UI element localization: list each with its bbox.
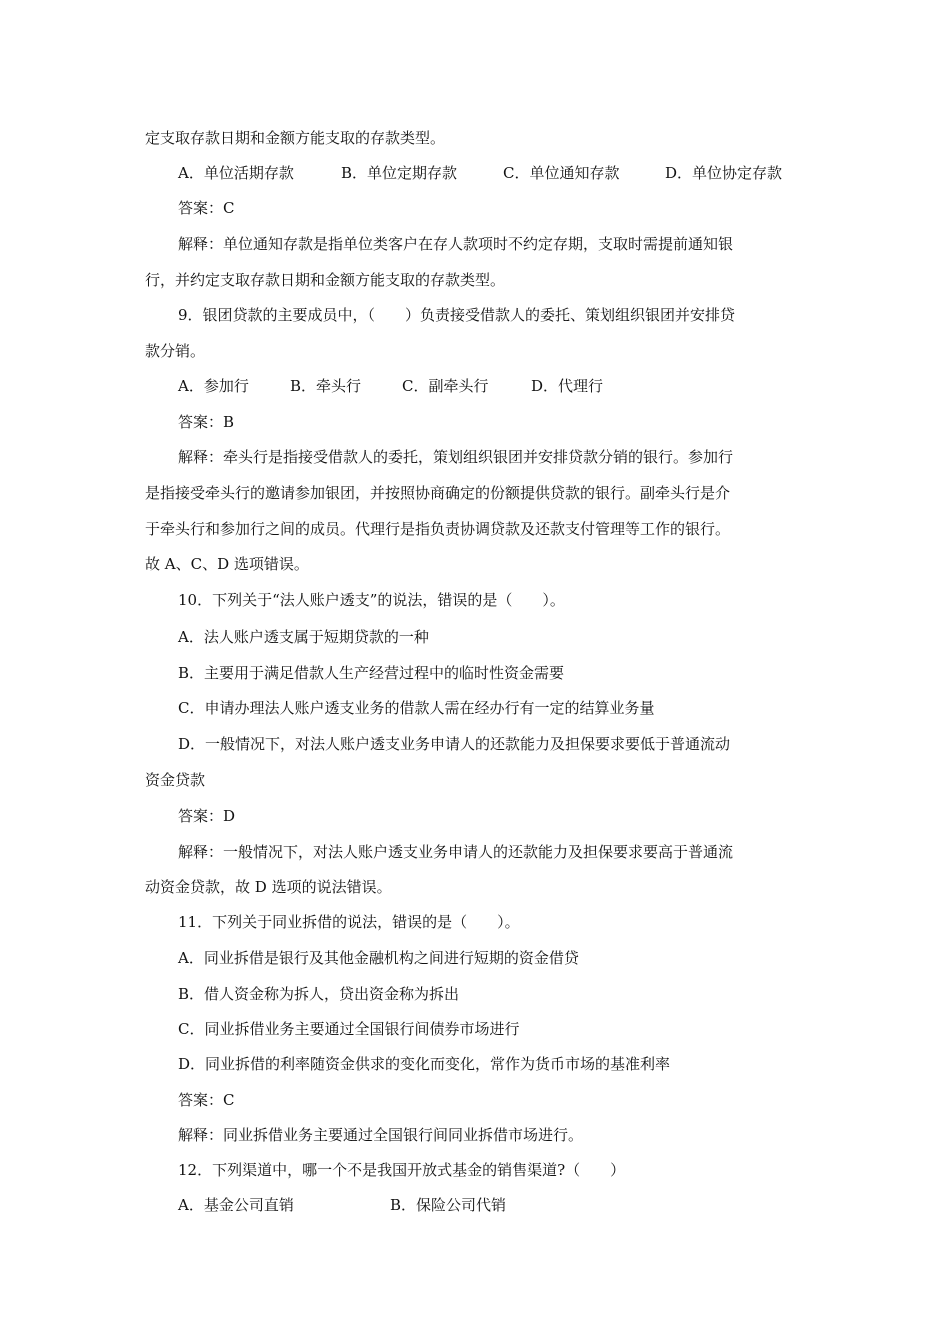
q8-option-c: C．单位通知存款	[503, 164, 620, 182]
q8-option-d: D．单位协定存款	[665, 164, 783, 182]
text-line: 动资金贷款，故 D 选项的说法错误。	[145, 878, 392, 896]
text-line: 是指接受牵头行的邀请参加银团，并按照协商确定的份额提供贷款的银行。副牵头行是介	[145, 484, 731, 502]
q10-option-a: A．法人账户透支属于短期贷款的一种	[178, 628, 429, 646]
q9-option-d: D．代理行	[531, 377, 604, 395]
question-12: 12．下列渠道中，哪一个不是我国开放式基金的销售渠道?（ ）	[178, 1161, 626, 1179]
question-11: 11．下列关于同业拆借的说法，错误的是（ ）。	[178, 913, 520, 931]
explanation-line: 解释：同业拆借业务主要通过全国银行间同业拆借市场进行。	[178, 1126, 584, 1144]
q8-option-a: A．单位活期存款	[178, 164, 294, 182]
text-line: 定支取存款日期和金额方能支取的存款类型。	[145, 129, 446, 147]
question-10: 10．下列关于“法人账户透支”的说法，错误的是（ ）。	[178, 591, 565, 609]
q9-option-b: B．牵头行	[290, 377, 362, 395]
q9-option-a: A．参加行	[178, 377, 249, 395]
text-line: 资金贷款	[145, 771, 206, 789]
explanation-line: 解释：牵头行是指接受借款人的委托，策划组织银团并安排贷款分销的银行。参加行	[178, 448, 734, 466]
q11-option-b: B．借人资金称为拆人，贷出资金称为拆出	[178, 985, 460, 1003]
q12-option-b: B．保险公司代销	[390, 1196, 507, 1214]
explanation-line: 解释：一般情况下，对法人账户透支业务申请人的还款能力及担保要求要高于普通流	[178, 843, 734, 861]
question-9: 9．银团贷款的主要成员中，（ ）负责接受借款人的委托、策划组织银团并安排贷	[178, 306, 736, 324]
q10-option-b: B．主要用于满足借款人生产经营过程中的临时性资金需要	[178, 664, 565, 682]
text-line: 行，并约定支取存款日期和金额方能支取的存款类型。	[145, 271, 506, 289]
answer-line: 答案：D	[178, 807, 236, 825]
q10-option-c: C．申请办理法人账户透支业务的借款人需在经办行有一定的结算业务量	[178, 699, 655, 717]
answer-line: 答案：B	[178, 413, 235, 431]
answer-line: 答案：C	[178, 1091, 235, 1109]
q9-option-c: C．副牵头行	[402, 377, 489, 395]
answer-line: 答案：C	[178, 199, 235, 217]
text-line: 于牵头行和参加行之间的成员。代理行是指负责协调贷款及还款支付管理等工作的银行。	[145, 520, 731, 538]
q12-options-row	[0, 1195, 950, 1215]
q10-option-d: D．一般情况下，对法人账户透支业务申请人的还款能力及担保要求要低于普通流动	[178, 735, 731, 753]
q8-option-b: B．单位定期存款	[341, 164, 458, 182]
q8-options-row	[0, 163, 950, 183]
q9-options-row	[0, 376, 950, 396]
q11-option-d: D．同业拆借的利率随资金供求的变化而变化，常作为货币市场的基准利率	[178, 1055, 671, 1073]
q11-option-a: A．同业拆借是银行及其他金融机构之间进行短期的资金借贷	[178, 949, 579, 967]
q12-option-a: A．基金公司直销	[178, 1196, 294, 1214]
q11-option-c: C．同业拆借业务主要通过全国银行间债券市场进行	[178, 1020, 520, 1038]
explanation-line: 解释：单位通知存款是指单位类客户在存人款项时不约定存期，支取时需提前通知银	[178, 235, 734, 253]
text-line: 款分销。	[145, 342, 206, 360]
text-line: 故 A、C、D 选项错误。	[145, 555, 309, 573]
